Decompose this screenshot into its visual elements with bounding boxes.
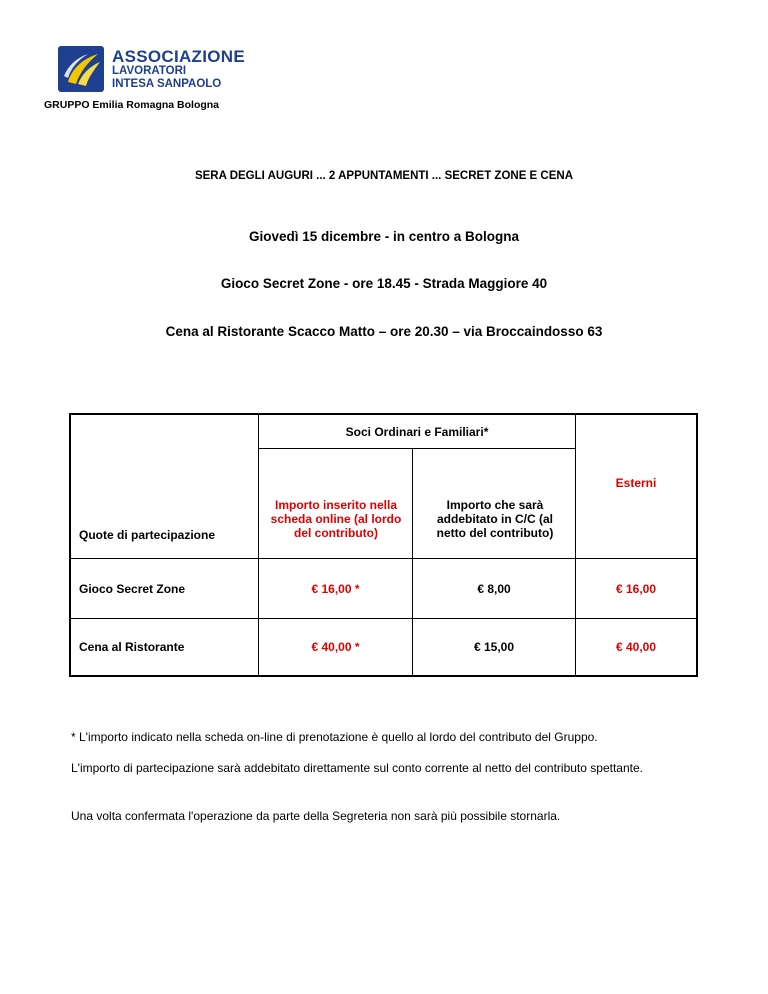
note-no-reversal: Una volta confermata l'operazione da parte della Segreteria non sarà più possibile stornarla.	[71, 809, 561, 823]
fees-table	[69, 413, 698, 677]
game-online-amount: € 16,00 *	[311, 581, 360, 596]
group-header: Soci Ordinari e Familiari*	[345, 424, 489, 439]
logo-subtitle-2: INTESA SANPAOLO	[112, 77, 222, 90]
table-divider	[258, 448, 575, 449]
row-label-dinner: Cena al Ristorante	[79, 640, 185, 654]
col-header-external: Esterni	[615, 476, 657, 490]
dinner-external-amount: € 40,00	[615, 640, 657, 654]
logo-subtitle-1: LAVORATORI	[112, 65, 187, 77]
logo-emblem-icon	[58, 46, 104, 92]
logo-title: ASSOCIAZIONE	[112, 47, 246, 66]
note-net-debit: L'importo di partecipazione sarà addebitato direttamente sul conto corrente al netto del contributo spettante.	[71, 761, 643, 775]
dinner-online-amount: € 40,00 *	[311, 640, 360, 654]
row-header: Quote di partecipazione	[79, 528, 216, 542]
event-title: SERA DEGLI AUGURI ... 2 APPUNTAMENTI ... SECRET ZONE E CENA	[194, 170, 574, 182]
game-account-amount: € 8,00	[477, 581, 511, 596]
game-external-amount: € 16,00	[615, 581, 657, 596]
dinner-account-amount: € 15,00	[473, 640, 515, 654]
event-game: Gioco Secret Zone - ore 18.45 - Strada Maggiore 40	[220, 276, 548, 291]
note-gross-amount: * L'importo indicato nella scheda on-line di prenotazione è quello al lordo del contributo del Gruppo.	[71, 730, 598, 744]
row-label-game: Gioco Secret Zone	[79, 581, 186, 596]
group-name: GRUPPO Emilia Romagna Bologna	[44, 99, 220, 111]
col-header-account: Importo che sarà addebitato in C/C (al netto del contributo)	[436, 498, 554, 540]
col-header-online: Importo inserito nella scheda online (al lordo del contributo)	[270, 498, 402, 540]
event-dinner: Cena al Ristorante Scacco Matto – ore 20.30 – via Broccaindosso 63	[165, 324, 603, 339]
event-date: Giovedì 15 dicembre - in centro a Bologna	[248, 229, 520, 244]
association-logo	[58, 46, 248, 94]
